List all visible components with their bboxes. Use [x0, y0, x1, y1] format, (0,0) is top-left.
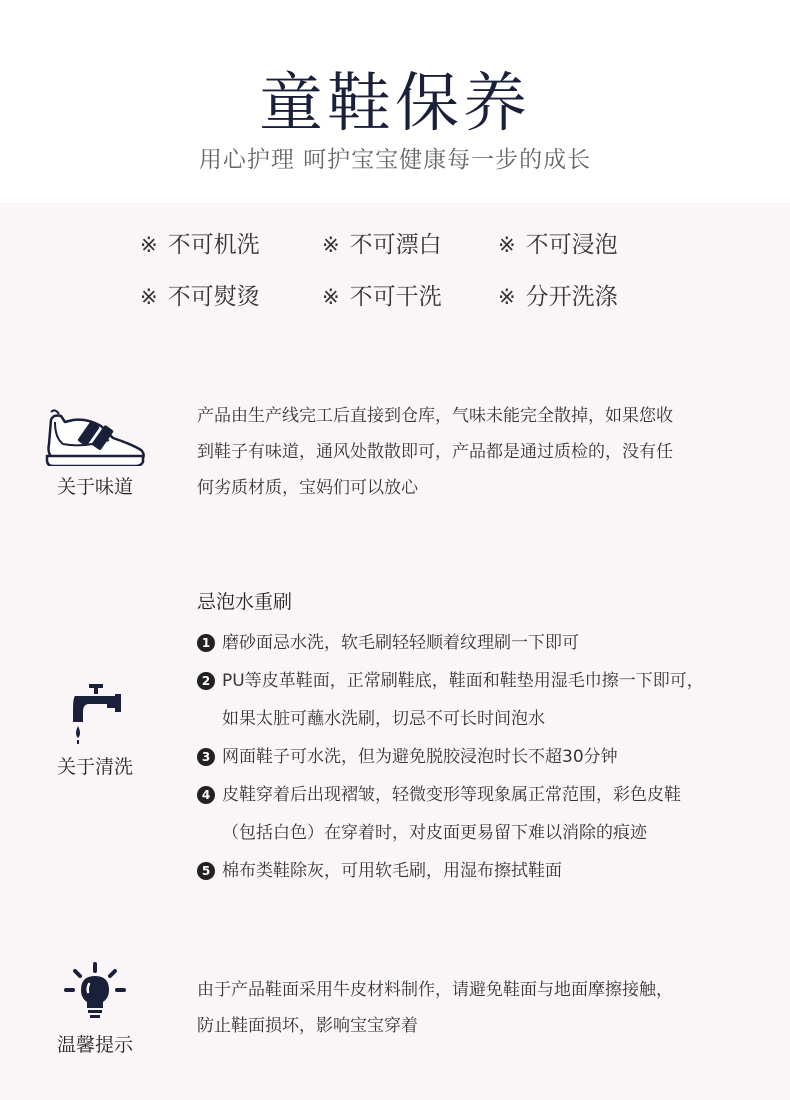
rule-mark: ※ [140, 233, 158, 257]
text-line: 到鞋子有味道，通风处散散即可，产品都是通过质检的，没有任 [197, 442, 673, 462]
item-text: PU等皮革鞋面，正常刷鞋底，鞋面和鞋垫用湿毛巾擦一下即可， [222, 671, 704, 691]
list-item [197, 662, 772, 738]
rule-text: 不可浸泡 [525, 232, 618, 258]
smell-icon-box [40, 408, 150, 499]
page-title: 童鞋保养 [259, 67, 531, 141]
tips-label: 温馨提示 [56, 1034, 133, 1056]
item-text: 皮鞋穿着后出现褶皱，轻微变形等现象属正常范围，彩色皮鞋 [222, 785, 681, 805]
header [0, 0, 790, 203]
rule-item [140, 226, 260, 259]
text-line: 何劣质材质，宝妈们可以放心 [197, 478, 418, 498]
rule-text: 分开洗涤 [525, 284, 618, 310]
item-text: （包括白色）在穿着时，对皮面更易留下难以消除的痕迹 [222, 823, 647, 843]
list-item [197, 776, 772, 852]
text-line: 防止鞋面损坏，影响宝宝穿着 [197, 1016, 418, 1036]
rule-text: 不可熨烫 [167, 284, 260, 310]
cleaning-label: 关于清洗 [56, 756, 133, 778]
cleaning-text [197, 584, 772, 890]
item-text: 棉布类鞋除灰，可用软毛刷，用湿布擦拭鞋面 [222, 861, 562, 881]
rule-mark: ※ [498, 233, 516, 257]
item-text: 网面鞋子可水洗，但为避免脱胶浸泡时长不超30分钟 [222, 747, 618, 767]
rule-item [498, 226, 618, 259]
list-item [197, 852, 772, 890]
rule-item [322, 278, 442, 311]
item-number: 3 [197, 748, 215, 766]
sneaker-icon [43, 408, 147, 466]
item-number: 2 [197, 672, 215, 690]
rule-item [322, 226, 442, 259]
faucet-icon [65, 682, 125, 746]
item-text: 磨砂面忌水洗，软毛刷轻轻顺着纹理刷一下即可 [222, 633, 579, 653]
item-number: 1 [197, 634, 215, 652]
rule-text: 不可机洗 [167, 232, 260, 258]
list-item [197, 738, 772, 776]
lightbulb-icon [63, 962, 127, 1024]
item-text: 如果太脏可蘸水洗刷，切忌不可长时间泡水 [222, 709, 545, 729]
rule-mark: ※ [498, 285, 516, 309]
tips-icon-box [40, 962, 150, 1057]
page-subtitle: 用心护理 呵护宝宝健康每一步的成长 [198, 147, 592, 173]
rule-text: 不可干洗 [349, 284, 442, 310]
text-line: 产品由生产线完工后直接到仓库，气味未能完全散掉，如果您收 [197, 406, 673, 426]
text-line: 由于产品鞋面采用牛皮材料制作，请避免鞋面与地面摩擦接触， [197, 980, 673, 1000]
rule-mark: ※ [322, 285, 340, 309]
rule-mark: ※ [322, 233, 340, 257]
item-number: 4 [197, 786, 215, 804]
smell-label: 关于味道 [56, 476, 133, 498]
cleaning-heading: 忌泡水重刷 [197, 591, 293, 613]
tips-text [197, 972, 772, 1044]
cleaning-icon-box [40, 682, 150, 779]
rule-item [498, 278, 618, 311]
item-number: 5 [197, 862, 215, 880]
rule-text: 不可漂白 [349, 232, 442, 258]
rule-mark: ※ [140, 285, 158, 309]
list-item [197, 624, 772, 662]
smell-text [197, 398, 772, 506]
rule-item [140, 278, 260, 311]
